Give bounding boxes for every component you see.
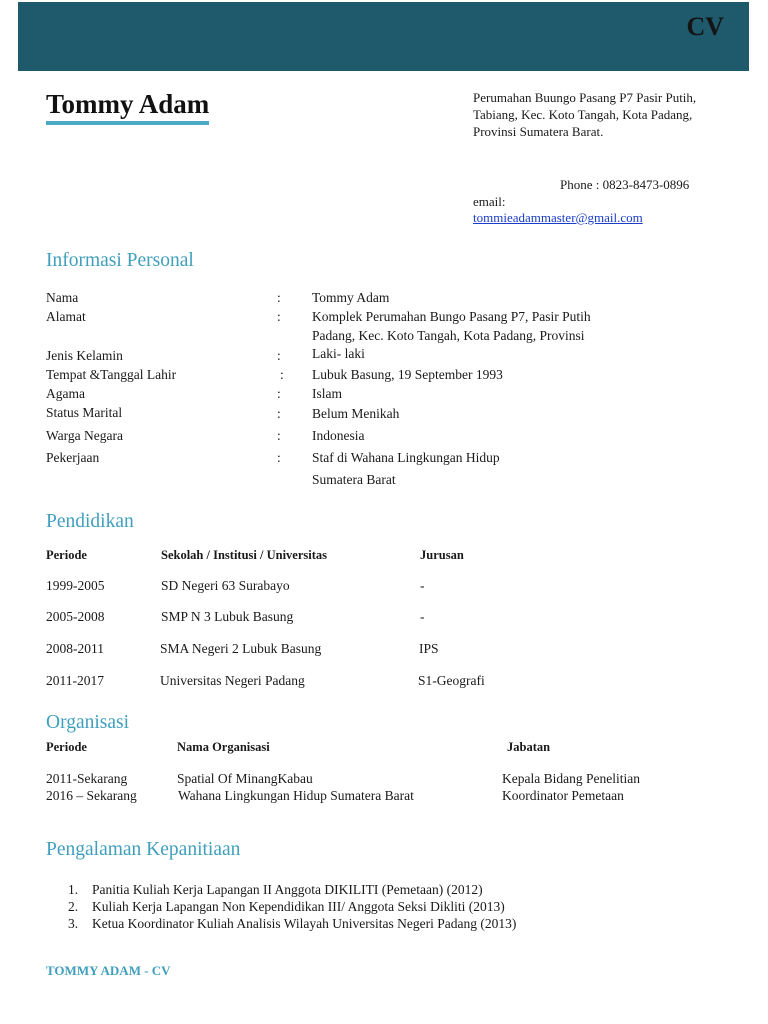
contact-address: Perumahan Buungo Pasang P7 Pasir Putih, Tabiang, Kec. Koto Tangah, Kota Padang, Provinsi Sumatera Barat.	[473, 90, 697, 139]
personal-label: Nama	[46, 290, 79, 305]
personal-separator: :	[277, 309, 281, 324]
personal-separator: :	[277, 386, 281, 401]
personal-separator: :	[280, 367, 284, 382]
personal-label: Tempat &Tanggal Lahir	[46, 367, 177, 382]
section-title-education: Pendidikan	[46, 511, 134, 532]
personal-separator: :	[277, 450, 281, 465]
personal-label: Agama	[46, 386, 85, 401]
personal-value: Tommy Adam	[312, 290, 390, 305]
personal-separator: :	[277, 428, 281, 443]
contact-phone: Phone : 0823-8473-0896	[560, 177, 690, 192]
cv-label: CV	[686, 12, 724, 41]
email-link[interactable]: tommieadammaster@gmail.com	[473, 210, 643, 225]
personal-value: Islam	[312, 386, 342, 401]
personal-value: Laki- laki	[312, 346, 365, 361]
organization-header-position: Jabatan	[507, 740, 551, 754]
education-cell-major: -	[420, 578, 425, 593]
personal-separator: :	[277, 290, 281, 305]
header-bar	[18, 2, 749, 71]
personal-separator: :	[277, 406, 281, 421]
section-title-organization: Organisasi	[46, 712, 130, 733]
personal-value: Indonesia	[312, 428, 365, 443]
organization-cell-name: Wahana Lingkungan Hidup Sumatera Barat	[178, 788, 414, 803]
section-title-personal: Informasi Personal	[46, 250, 194, 271]
personal-value: Lubuk Basung, 19 September 1993	[312, 367, 503, 382]
personal-value-line2: Sumatera Barat	[312, 472, 396, 487]
personal-value: Staf di Wahana Lingkungan Hidup	[312, 450, 500, 465]
personal-separator: :	[277, 348, 281, 363]
education-header-period: Periode	[46, 548, 87, 562]
personal-label: Pekerjaan	[46, 450, 100, 465]
education-cell-period: 1999-2005	[46, 578, 105, 593]
list-item-number: 1.	[68, 882, 79, 897]
education-header-school: Sekolah / Institusi / Universitas	[161, 548, 328, 562]
organization-header-period: Periode	[46, 740, 87, 754]
section-title-committee: Pengalaman Kepanitiaan	[46, 839, 241, 860]
personal-label: Status Marital	[46, 405, 123, 420]
email-label: email:	[473, 194, 506, 209]
education-cell-major: S1-Geografi	[418, 673, 485, 688]
education-cell-school: SMP N 3 Lubuk Basung	[161, 609, 294, 624]
education-cell-major: -	[420, 609, 425, 624]
organization-header-name: Nama Organisasi	[177, 740, 270, 754]
list-item-number: 2.	[68, 899, 79, 914]
education-cell-school: SD Negeri 63 Surabayo	[161, 578, 290, 593]
candidate-name: Tommy Adam	[46, 88, 209, 125]
organization-cell-position: Koordinator Pemetaan	[502, 788, 624, 803]
footer: TOMMY ADAM - CV	[46, 963, 171, 978]
organization-cell-name: Spatial Of MinangKabau	[177, 771, 313, 786]
personal-label: Alamat	[46, 309, 86, 324]
education-cell-period: 2005-2008	[46, 609, 105, 624]
list-item: Kuliah Kerja Lapangan Non Kependidikan III/ Anggota Seksi Dikliti (2013)	[92, 899, 505, 914]
education-cell-school: SMA Negeri 2 Lubuk Basung	[160, 641, 322, 656]
personal-label: Jenis Kelamin	[46, 348, 123, 363]
education-cell-period: 2008-2011	[46, 641, 104, 656]
organization-cell-period: 2011-Sekarang	[46, 771, 128, 786]
education-header-major: Jurusan	[420, 548, 464, 562]
personal-label: Warga Negara	[46, 428, 123, 443]
education-cell-school: Universitas Negeri Padang	[160, 673, 305, 688]
education-cell-major: IPS	[419, 641, 439, 656]
organization-cell-period: 2016 – Sekarang	[46, 788, 137, 803]
organization-cell-position: Kepala Bidang Penelitian	[502, 771, 640, 786]
list-item: Ketua Koordinator Kuliah Analisis Wilayah Universitas Negeri Padang (2013)	[92, 916, 517, 931]
list-item-number: 3.	[68, 916, 79, 931]
list-item: Panitia Kuliah Kerja Lapangan II Anggota DIKILITI (Pemetaan) (2012)	[92, 882, 483, 897]
personal-value-line2: Padang, Kec. Koto Tangah, Kota Padang, Provinsi	[312, 328, 585, 343]
personal-value: Komplek Perumahan Bungo Pasang P7, Pasir Putih	[312, 309, 591, 324]
personal-value: Belum Menikah	[312, 406, 400, 421]
education-cell-period: 2011-2017	[46, 673, 104, 688]
